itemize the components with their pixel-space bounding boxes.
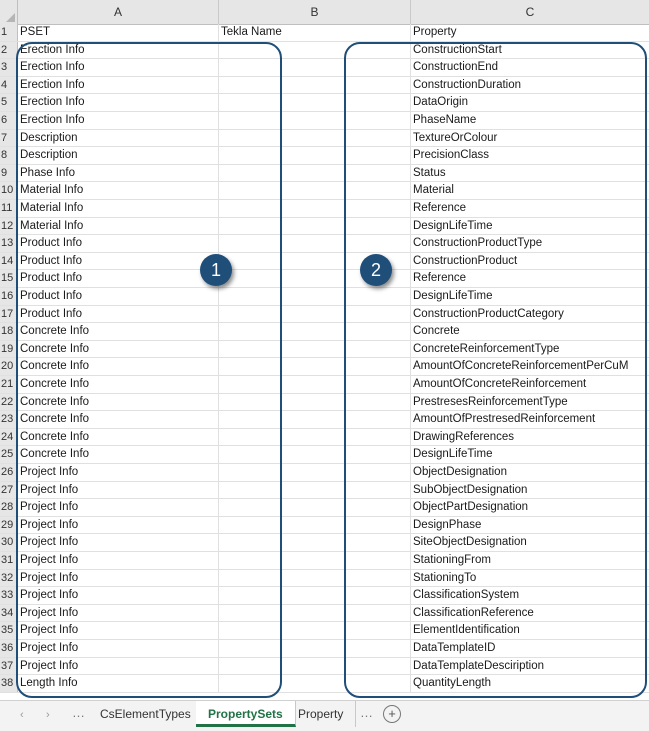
cell-a[interactable]: Product Info <box>18 253 219 270</box>
cell-c[interactable]: Concrete <box>413 325 460 338</box>
cell-b[interactable] <box>219 358 411 375</box>
cell-a[interactable]: Concrete Info <box>18 376 219 393</box>
cell-c[interactable]: TextureOrColour <box>413 131 498 144</box>
select-all-corner[interactable] <box>0 0 18 24</box>
row-number[interactable]: 35 <box>0 622 18 639</box>
table-row <box>0 534 649 552</box>
cell-b[interactable] <box>219 288 411 305</box>
table-row <box>0 59 649 77</box>
cell-b[interactable] <box>219 675 411 692</box>
cell-b[interactable] <box>219 622 411 639</box>
cell-c[interactable]: ConstructionProductCategory <box>413 307 564 320</box>
cell-b[interactable] <box>219 658 411 675</box>
row-number[interactable]: 11 <box>0 200 18 217</box>
cell-b[interactable] <box>219 182 411 199</box>
cell-b[interactable] <box>219 517 411 534</box>
row-number[interactable]: 6 <box>0 112 18 129</box>
cell-c[interactable]: ObjectPartDesignation <box>413 501 529 514</box>
table-row <box>0 147 649 165</box>
row-number[interactable]: 34 <box>0 605 18 622</box>
table-row <box>0 376 649 394</box>
row-number[interactable]: 10 <box>0 182 18 199</box>
cell-a[interactable]: Concrete Info <box>18 358 219 375</box>
table-row <box>0 182 649 200</box>
column-header-row <box>0 0 649 25</box>
row-number[interactable]: 17 <box>0 306 18 323</box>
cell-c[interactable]: AmountOfConcreteReinforcement <box>413 378 587 390</box>
cell-c[interactable]: SubObjectDesignation <box>413 483 528 496</box>
cell-a[interactable]: Project Info <box>18 482 219 499</box>
row-number[interactable]: 37 <box>0 658 18 675</box>
cell-a[interactable]: Material Info <box>18 218 219 235</box>
cell-b[interactable] <box>219 411 411 428</box>
cell-c[interactable]: DataTemplateID <box>413 642 496 654</box>
table-row <box>0 42 649 60</box>
cell-a[interactable]: Concrete Info <box>18 429 219 446</box>
cell-c[interactable]: PrestresesReinforcementType <box>413 395 568 408</box>
table-row <box>0 235 649 253</box>
marker-badge-1: 1 <box>200 254 232 286</box>
cell-a[interactable]: Erection Info <box>18 94 219 111</box>
row-number[interactable]: 30 <box>0 534 18 551</box>
tab-property[interactable]: Property <box>286 701 356 727</box>
cell-c[interactable]: Reference <box>413 202 467 214</box>
table-row <box>0 270 649 288</box>
row-number[interactable]: 18 <box>0 323 18 340</box>
row-number[interactable]: 16 <box>0 288 18 305</box>
cell-a[interactable]: Product Info <box>18 306 219 323</box>
cell-a[interactable]: Concrete Info <box>18 323 219 340</box>
cell-a[interactable]: Concrete Info <box>18 394 219 411</box>
tab-cselementtypes[interactable]: CsElementTypes <box>88 701 204 727</box>
cell-a[interactable]: Product Info <box>18 235 219 252</box>
cell-a[interactable]: Erection Info <box>18 112 219 129</box>
cell-b[interactable] <box>219 552 411 569</box>
cell-c[interactable]: StationingTo <box>413 571 477 584</box>
next-sheet-icon[interactable]: › <box>46 709 50 721</box>
row-number[interactable]: 38 <box>0 675 18 692</box>
table-row <box>0 200 649 218</box>
row-number[interactable]: 19 <box>0 341 18 358</box>
cell-b[interactable]: Tekla Name <box>219 24 411 41</box>
cell-b[interactable] <box>219 570 411 587</box>
table-row <box>0 482 649 500</box>
table-row <box>0 341 649 359</box>
cell-c[interactable]: ClassificationReference <box>413 606 534 619</box>
cell-c[interactable]: Status <box>413 166 446 179</box>
add-sheet-icon[interactable]: + <box>383 705 401 723</box>
row-number[interactable]: 28 <box>0 499 18 516</box>
cell-c[interactable]: ConstructionDuration <box>413 78 522 91</box>
cell-a[interactable]: Description <box>18 130 219 147</box>
cell-b[interactable] <box>219 218 411 235</box>
cell-a[interactable]: Project Info <box>18 640 219 657</box>
table-row <box>0 446 649 464</box>
table-row <box>0 605 649 623</box>
cell-c[interactable]: Reference <box>413 272 467 285</box>
row-number[interactable]: 8 <box>0 147 18 164</box>
cell-c[interactable]: AmountOfConcreteReinforcementPerCuM <box>413 360 629 373</box>
cell-b[interactable] <box>219 605 411 622</box>
cell-a[interactable]: Product Info <box>18 288 219 305</box>
cell-c[interactable]: SiteObjectDesignation <box>413 536 527 549</box>
cell-c[interactable]: DesignLifeTime <box>413 448 493 461</box>
cell-a[interactable]: Product Info <box>18 270 219 287</box>
table-row <box>0 464 649 482</box>
prev-sheet-icon[interactable]: ‹ <box>20 709 24 721</box>
table-row <box>0 306 649 324</box>
cell-b[interactable] <box>219 306 411 323</box>
cell-b[interactable] <box>219 59 411 76</box>
cell-a[interactable]: Material Info <box>18 182 219 199</box>
table-row <box>0 587 649 605</box>
cell-b[interactable] <box>219 42 411 59</box>
cell-b[interactable] <box>219 376 411 393</box>
row-number[interactable]: 27 <box>0 482 18 499</box>
cell-a[interactable]: Project Info <box>18 517 219 534</box>
table-row <box>0 517 649 535</box>
cell-c[interactable]: Property <box>413 26 457 38</box>
cell-a[interactable]: Project Info <box>18 587 219 604</box>
cell-b[interactable] <box>219 200 411 217</box>
more-sheets-icon[interactable]: … <box>72 705 85 720</box>
row-number[interactable]: 7 <box>0 130 18 147</box>
cell-a[interactable]: Project Info <box>18 622 219 639</box>
row-number[interactable]: 4 <box>0 77 18 94</box>
table-row <box>0 429 649 447</box>
table-row <box>0 552 649 570</box>
table-row <box>0 253 649 271</box>
table-row <box>0 112 649 130</box>
cell-c[interactable]: DesignPhase <box>413 518 482 531</box>
cell-a[interactable]: Erection Info <box>18 77 219 94</box>
cell-b[interactable] <box>219 429 411 446</box>
table-row <box>0 288 649 306</box>
row-number[interactable]: 13 <box>0 235 18 252</box>
cell-a[interactable]: Concrete Info <box>18 411 219 428</box>
row-number[interactable]: 24 <box>0 429 18 446</box>
cell-c[interactable]: ElementIdentification <box>413 624 520 637</box>
cell-a[interactable]: Project Info <box>18 605 219 622</box>
cell-c[interactable]: DrawingReferences <box>413 430 514 443</box>
table-row <box>0 94 649 112</box>
table-row <box>0 658 649 676</box>
cell-c[interactable]: ConstructionEnd <box>413 61 499 74</box>
cell-b[interactable] <box>219 147 411 164</box>
cell-c[interactable]: PhaseName <box>413 114 477 126</box>
cell-a[interactable]: Concrete Info <box>18 341 219 358</box>
cell-c[interactable]: ConcreteReinforcementType <box>413 342 560 355</box>
cell-b[interactable] <box>219 112 411 129</box>
sheet-tab-bar <box>0 700 649 731</box>
table-row <box>0 24 649 42</box>
cell-a[interactable]: Erection Info <box>18 42 219 59</box>
cell-a[interactable]: Material Info <box>18 200 219 217</box>
row-number[interactable]: 33 <box>0 587 18 604</box>
cell-b[interactable] <box>219 464 411 481</box>
table-row <box>0 130 649 148</box>
cell-b[interactable] <box>219 482 411 499</box>
row-number[interactable]: 9 <box>0 165 18 182</box>
cell-b[interactable] <box>219 165 411 182</box>
table-row <box>0 77 649 95</box>
tab-overflow-icon[interactable]: … <box>360 705 373 720</box>
cell-b[interactable] <box>219 446 411 463</box>
table-row <box>0 165 649 183</box>
cell-b[interactable] <box>219 640 411 657</box>
cell-a[interactable]: Description <box>18 147 219 164</box>
cell-c[interactable]: DesignLifeTime <box>413 219 493 232</box>
row-number[interactable]: 32 <box>0 570 18 587</box>
row-number[interactable]: 22 <box>0 394 18 411</box>
cell-b[interactable] <box>219 394 411 411</box>
cell-c[interactable]: AmountOfPrestresedReinforcement <box>413 413 596 426</box>
select-all-triangle-icon <box>6 13 15 22</box>
table-row <box>0 570 649 588</box>
column-header-a[interactable]: A <box>18 0 219 24</box>
marker-badge-2: 2 <box>360 254 392 286</box>
cell-a[interactable]: Concrete Info <box>18 446 219 463</box>
row-number[interactable]: 29 <box>0 517 18 534</box>
row-number[interactable]: 3 <box>0 59 18 76</box>
table-row <box>0 323 649 341</box>
row-number[interactable]: 20 <box>0 358 18 375</box>
cell-c[interactable]: ConstructionProductType <box>413 237 543 250</box>
cell-c[interactable]: ObjectDesignation <box>413 466 507 478</box>
tab-propertysets[interactable]: PropertySets <box>196 701 296 727</box>
column-header-b[interactable]: B <box>219 0 411 24</box>
table-row <box>0 218 649 236</box>
table-row <box>0 622 649 640</box>
cell-a[interactable]: Erection Info <box>18 59 219 76</box>
cell-a[interactable]: Project Info <box>18 499 219 516</box>
row-number[interactable]: 14 <box>0 253 18 270</box>
row-number[interactable]: 23 <box>0 411 18 428</box>
cell-c[interactable]: ConstructionProduct <box>413 254 518 267</box>
cell-a[interactable]: Phase Info <box>18 165 219 182</box>
cell-a[interactable]: Project Info <box>18 534 219 551</box>
column-header-c[interactable]: C <box>525 5 535 19</box>
cell-c[interactable]: PrecisionClass <box>413 149 490 162</box>
cell-c[interactable]: ConstructionStart <box>413 43 502 56</box>
cell-a[interactable]: Length Info <box>18 675 219 692</box>
cell-b[interactable] <box>219 499 411 516</box>
table-row <box>0 394 649 412</box>
cell-a[interactable]: Project Info <box>18 658 219 675</box>
row-number[interactable]: 25 <box>0 446 18 463</box>
table-row <box>0 675 649 693</box>
cell-b[interactable] <box>219 587 411 604</box>
row-number[interactable]: 15 <box>0 270 18 287</box>
cell-b[interactable] <box>219 235 411 252</box>
cell-b[interactable] <box>219 323 411 340</box>
cell-b[interactable] <box>219 534 411 551</box>
row-number[interactable]: 5 <box>0 94 18 111</box>
cell-b[interactable] <box>219 130 411 147</box>
row-number[interactable]: 26 <box>0 464 18 481</box>
cell-c[interactable]: QuantityLength <box>413 677 492 690</box>
cell-a[interactable]: Project Info <box>18 570 219 587</box>
row-number[interactable]: 2 <box>0 42 18 59</box>
cell-b[interactable] <box>219 341 411 358</box>
table-row <box>0 411 649 429</box>
cell-a[interactable]: Project Info <box>18 552 219 569</box>
row-number[interactable]: 1 <box>0 24 18 41</box>
cell-b[interactable] <box>219 77 411 94</box>
cell-c[interactable]: ClassificationSystem <box>413 589 520 602</box>
cell-a[interactable]: PSET <box>18 24 219 41</box>
cell-a[interactable]: Project Info <box>18 464 219 481</box>
cell-c[interactable]: DataTemplateDesciription <box>413 659 545 672</box>
cell-c[interactable]: Material <box>413 184 454 197</box>
cell-c[interactable]: StationingFrom <box>413 554 491 566</box>
table-row <box>0 499 649 517</box>
row-number[interactable]: 21 <box>0 376 18 393</box>
row-number[interactable]: 36 <box>0 640 18 657</box>
row-number[interactable]: 31 <box>0 552 18 569</box>
table-row <box>0 358 649 376</box>
cell-c[interactable]: DesignLifeTime <box>413 290 493 302</box>
table-row <box>0 640 649 658</box>
cell-b[interactable] <box>219 94 411 111</box>
row-number[interactable]: 12 <box>0 218 18 235</box>
cell-c[interactable]: DataOrigin <box>413 96 468 109</box>
